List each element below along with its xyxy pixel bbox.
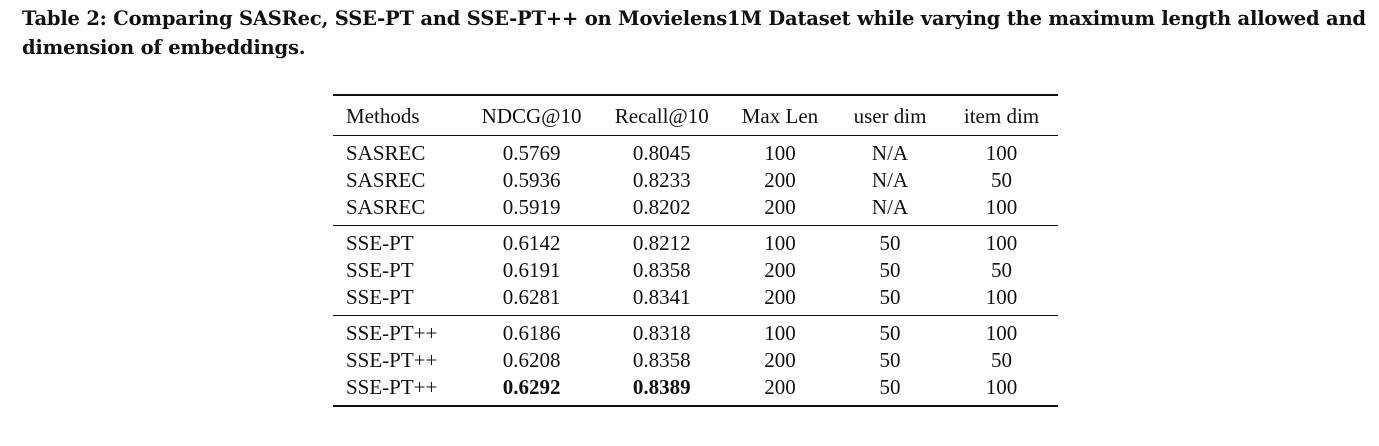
table-row <box>333 256 1058 285</box>
cell-max-len: 200 <box>764 257 796 282</box>
cell-max-len: 200 <box>764 347 796 372</box>
cell-method: SSE-PT <box>346 284 414 309</box>
cell-max-len: 200 <box>764 194 796 219</box>
cell-recall: 0.8202 <box>632 194 691 219</box>
table-row <box>333 225 1058 256</box>
table-row <box>333 375 1058 406</box>
cell-ndcg: 0.6191 <box>502 257 561 282</box>
cell-method: SSE-PT++ <box>346 347 438 372</box>
cell-recall: 0.8358 <box>632 257 691 282</box>
cell-user-dim: 50 <box>835 375 945 406</box>
cell-recall: 0.8212 <box>599 225 725 256</box>
table-caption <box>22 4 1367 62</box>
cell-recall: 0.8341 <box>632 284 691 309</box>
cell-item-dim: 100 <box>945 225 1058 256</box>
header-item-dim: item dim <box>945 95 1058 135</box>
group-sse-pt-plus-plus <box>333 315 1058 406</box>
cell-max-len: 100 <box>725 315 835 346</box>
table-row <box>333 346 1058 375</box>
cell-method: SASREC <box>346 140 426 165</box>
cell-user-dim: 50 <box>879 347 901 372</box>
table-row <box>333 135 1058 166</box>
header-methods: Methods <box>333 95 465 135</box>
cell-ndcg: 0.6281 <box>502 284 561 309</box>
cell-user-dim: 50 <box>835 315 945 346</box>
caption-line-2: dimension of embeddings. <box>22 36 306 59</box>
header-row <box>333 95 1058 135</box>
cell-user-dim: N/A <box>871 194 909 219</box>
cell-ndcg: 0.6208 <box>502 347 561 372</box>
group-sse-pt <box>333 225 1058 315</box>
header-user-dim: user dim <box>835 95 945 135</box>
cell-user-dim: 50 <box>835 225 945 256</box>
cell-method: SASREC <box>346 167 426 192</box>
cell-item-dim: 50 <box>991 167 1012 192</box>
results-table <box>333 94 1058 407</box>
cell-item-dim: 100 <box>985 140 1018 165</box>
cell-recall-best: 0.8389 <box>599 375 725 406</box>
cell-max-len: 100 <box>725 225 835 256</box>
cell-item-dim: 100 <box>985 194 1018 219</box>
cell-max-len: 200 <box>725 375 835 406</box>
group-sasrec <box>333 135 1058 225</box>
cell-user-dim: N/A <box>871 140 909 165</box>
cell-recall: 0.8358 <box>632 347 691 372</box>
caption-line-1: Table 2: Comparing SASRec, SSE-PT and SSE-PT++ on Movielens1M Dataset while varying the maximum length allowed and <box>22 7 1366 30</box>
header-ndcg: NDCG@10 <box>465 95 599 135</box>
cell-item-dim: 100 <box>945 315 1058 346</box>
cell-user-dim: 50 <box>879 257 901 282</box>
cell-method: SSE-PT <box>346 257 414 282</box>
cell-method: SSE-PT <box>333 225 465 256</box>
cell-ndcg: 0.6186 <box>465 315 599 346</box>
cell-recall: 0.8233 <box>632 167 691 192</box>
cell-recall: 0.8045 <box>632 140 691 165</box>
cell-item-dim: 50 <box>991 257 1012 282</box>
header-max-len: Max Len <box>725 95 835 135</box>
table-row <box>333 195 1058 226</box>
cell-method: SASREC <box>346 194 426 219</box>
cell-item-dim: 50 <box>991 347 1012 372</box>
cell-ndcg: 0.5769 <box>502 140 561 165</box>
cell-max-len: 200 <box>764 167 796 192</box>
cell-ndcg: 0.5919 <box>502 194 561 219</box>
cell-item-dim: 100 <box>985 284 1018 309</box>
cell-max-len: 200 <box>764 284 796 309</box>
cell-max-len: 100 <box>764 140 796 165</box>
cell-method: SSE-PT++ <box>333 315 465 346</box>
header-recall: Recall@10 <box>599 95 725 135</box>
table-row <box>333 285 1058 316</box>
cell-recall: 0.8318 <box>599 315 725 346</box>
cell-ndcg: 0.5936 <box>502 167 561 192</box>
cell-user-dim: N/A <box>871 167 909 192</box>
table-row <box>333 315 1058 346</box>
cell-ndcg-best: 0.6292 <box>465 375 599 406</box>
cell-item-dim: 100 <box>945 375 1058 406</box>
table-header <box>333 95 1058 135</box>
cell-method: SSE-PT++ <box>333 375 465 406</box>
cell-user-dim: 50 <box>879 284 901 309</box>
cell-ndcg: 0.6142 <box>465 225 599 256</box>
table-row <box>333 166 1058 195</box>
